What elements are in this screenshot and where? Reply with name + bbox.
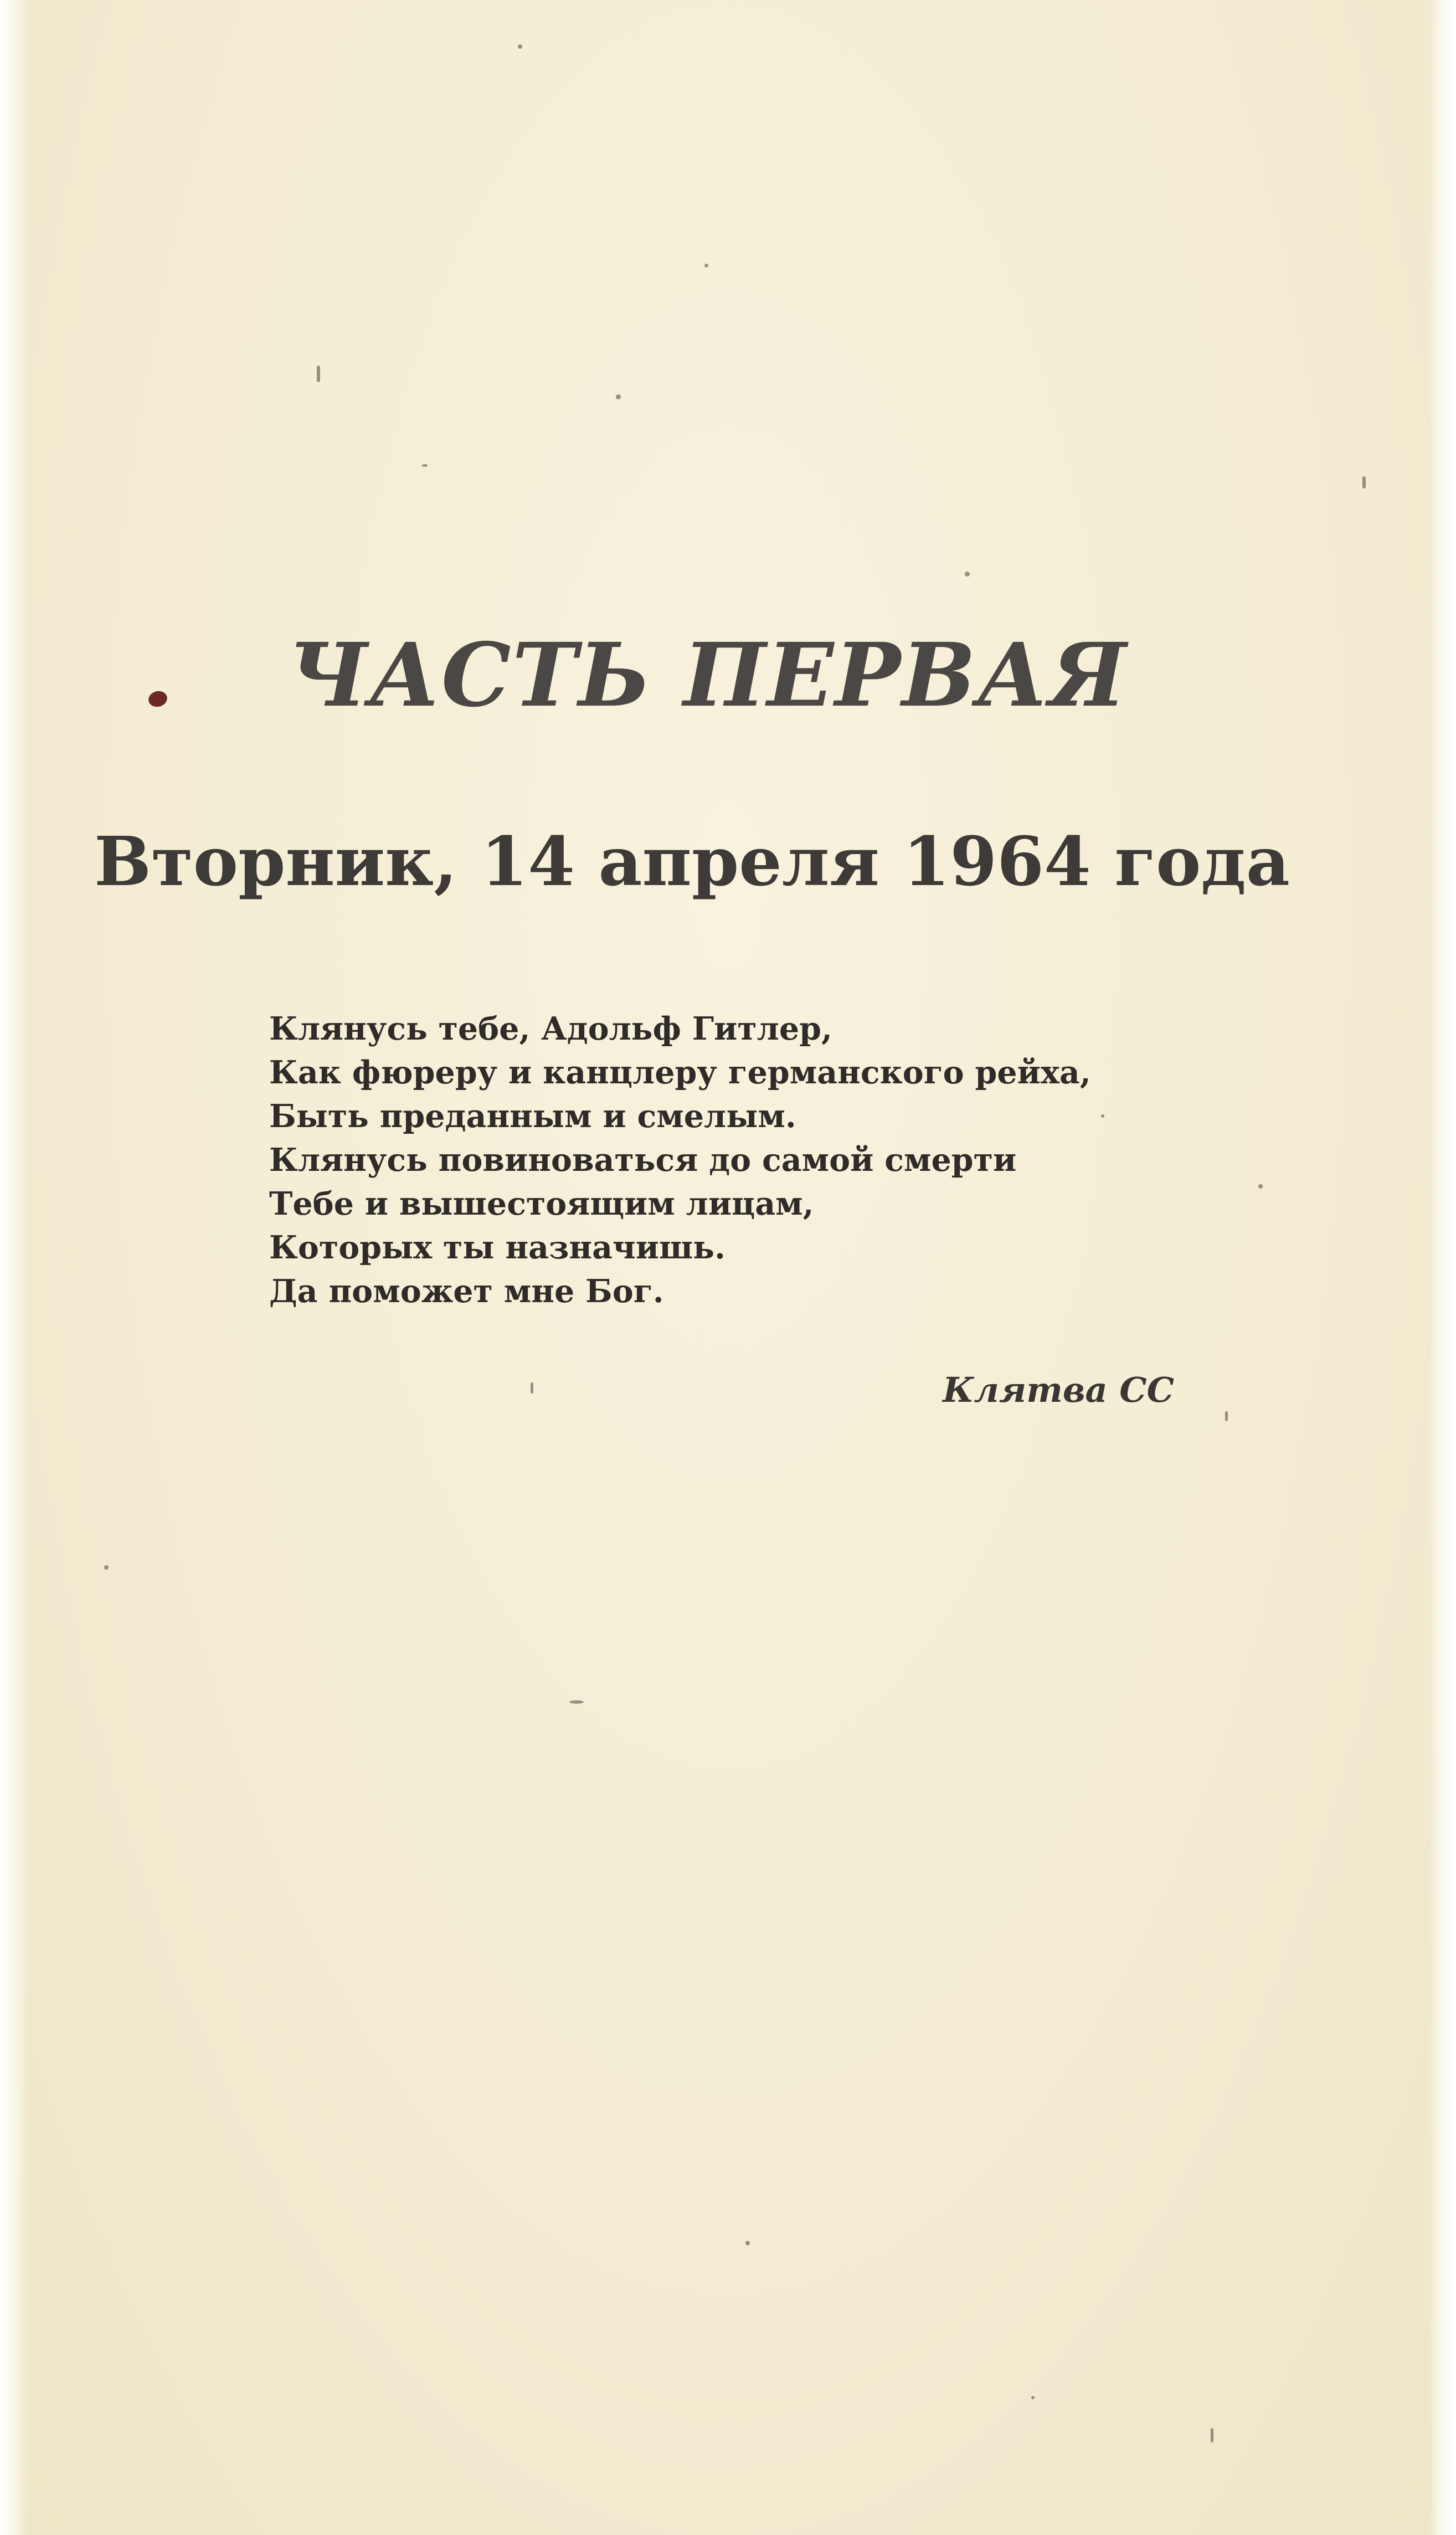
ink-blot-mark: [147, 689, 169, 709]
epigraph-attribution: Клятва СС: [943, 1370, 1174, 1410]
page-right-margin-edge: [1429, 0, 1456, 2535]
epigraph-line: Тебе и вышестоящим лицам,: [269, 1185, 814, 1222]
paper-speck: [965, 572, 970, 577]
paper-speck: [1225, 1411, 1228, 1421]
paper-speck: [104, 1565, 109, 1570]
epigraph-line: Клянусь тебе, Адольф Гитлер,: [269, 1010, 832, 1047]
paper-speck: [745, 2241, 750, 2245]
paper-speck: [1362, 476, 1366, 489]
part-title: ЧАСТЬ ПЕРВАЯ: [288, 624, 1128, 727]
epigraph-line: Быть преданным и смелым.: [269, 1098, 796, 1135]
chapter-date-heading: Вторник, 14 апреля 1964 года: [94, 821, 1290, 901]
paper-speck: [1258, 1184, 1263, 1189]
paper-speck: [518, 44, 522, 49]
paper-speck: [1211, 2428, 1213, 2443]
page-left-margin-edge: [0, 0, 29, 2535]
epigraph-line: Которых ты назначишь.: [269, 1229, 726, 1266]
epigraph-line: Да поможет мне Бог.: [269, 1273, 664, 1310]
paper-speck: [704, 264, 708, 268]
paper-speck: [317, 366, 320, 382]
epigraph-line: Как фюреру и канцлеру германского рейха,: [269, 1054, 1091, 1091]
paper-speck: [422, 464, 428, 467]
paper-speck: [616, 394, 621, 399]
paper-speck: [569, 1700, 584, 1704]
paper-speck: [1031, 2396, 1035, 2399]
epigraph: [269, 1007, 1155, 1313]
paper-speck: [531, 1382, 533, 1394]
epigraph-line: Клянусь повиноваться до самой смерти: [269, 1141, 1017, 1179]
